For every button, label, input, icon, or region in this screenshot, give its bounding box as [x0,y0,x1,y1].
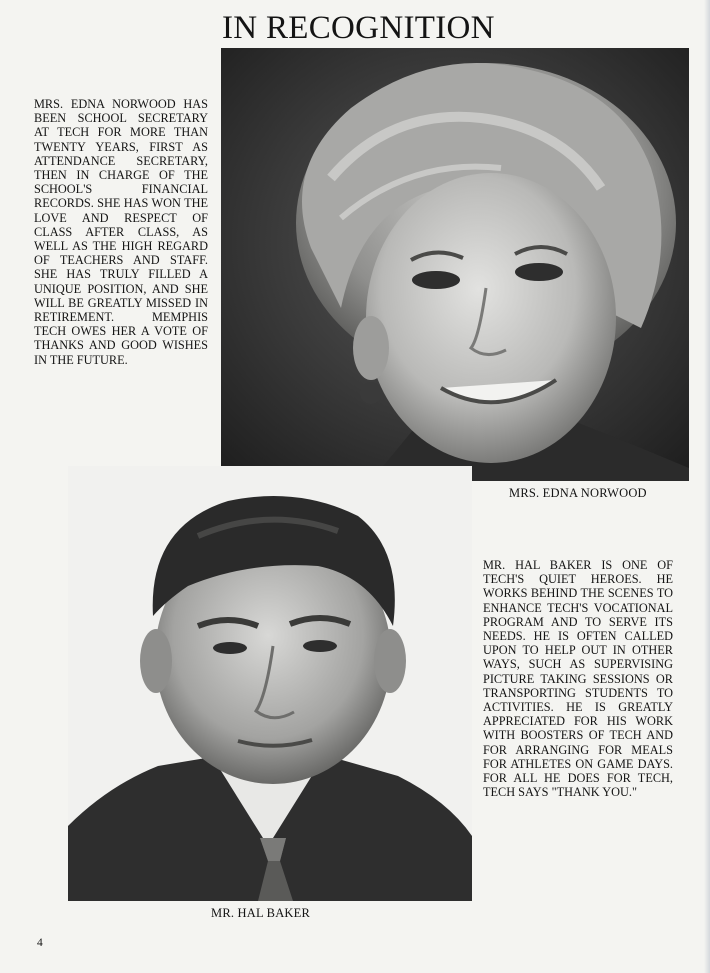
page-number: 4 [37,937,43,949]
norwood-portrait-photo [221,48,689,481]
page-title: IN RECOGNITION [222,10,495,46]
baker-portrait-illustration [68,466,472,901]
norwood-portrait-illustration [221,48,689,481]
page-edge-shadow [704,0,710,973]
norwood-caption: MRS. EDNA NORWOOD [509,486,647,500]
baker-caption: MR. HAL BAKER [211,906,311,920]
baker-tribute-text: MR. HAL BAKER IS ONE OF TECH'S QUIET HEROES. HE WORKS BEHIND THE SCENES TO ENHANCE TECH'S VOCATIONAL PROGRAM AND TO SERVE ITS NEEDS. HE IS OFTEN CALLED UPON TO HELP OUT IN OTHER WAYS, SUCH AS SUPERVISING PICTURE TAKING SESSIONS OR TRANSPORTING STUDENTS TO ACTIVITIES. HE IS GREATLY APPRECIATED FOR HIS WORK WITH BOOSTERS OF TECH AND FOR ARRANGING FOR MEALS FOR ATHLETES ON GAME DAYS. FOR ALL HE DOES FOR TECH, TECH SAYS "THANK YOU." [483,558,673,800]
baker-portrait-photo [68,466,472,901]
norwood-tribute-text: MRS. EDNA NORWOOD HAS BEEN SCHOOL SECRETARY AT TECH FOR MORE THAN TWENTY YEARS, FIRST AS ATTENDANCE SECRETARY, THEN IN CHARGE OF THE SCHOOL'S FINANCIAL RECORDS. SHE HAS WON THE LOVE AND RESPECT OF CLASS AFTER CLASS, AS WELL AS THE HIGH REGARD OF TEACHERS AND STAFF. SHE HAS TRULY FILLED A UNIQUE POSITION, AND SHE WILL BE GREATLY MISSED IN RETIREMENT. MEMPHIS TECH OWES HER A VOTE OF THANKS AND GOOD WISHES IN THE FUTURE. [34,97,208,367]
